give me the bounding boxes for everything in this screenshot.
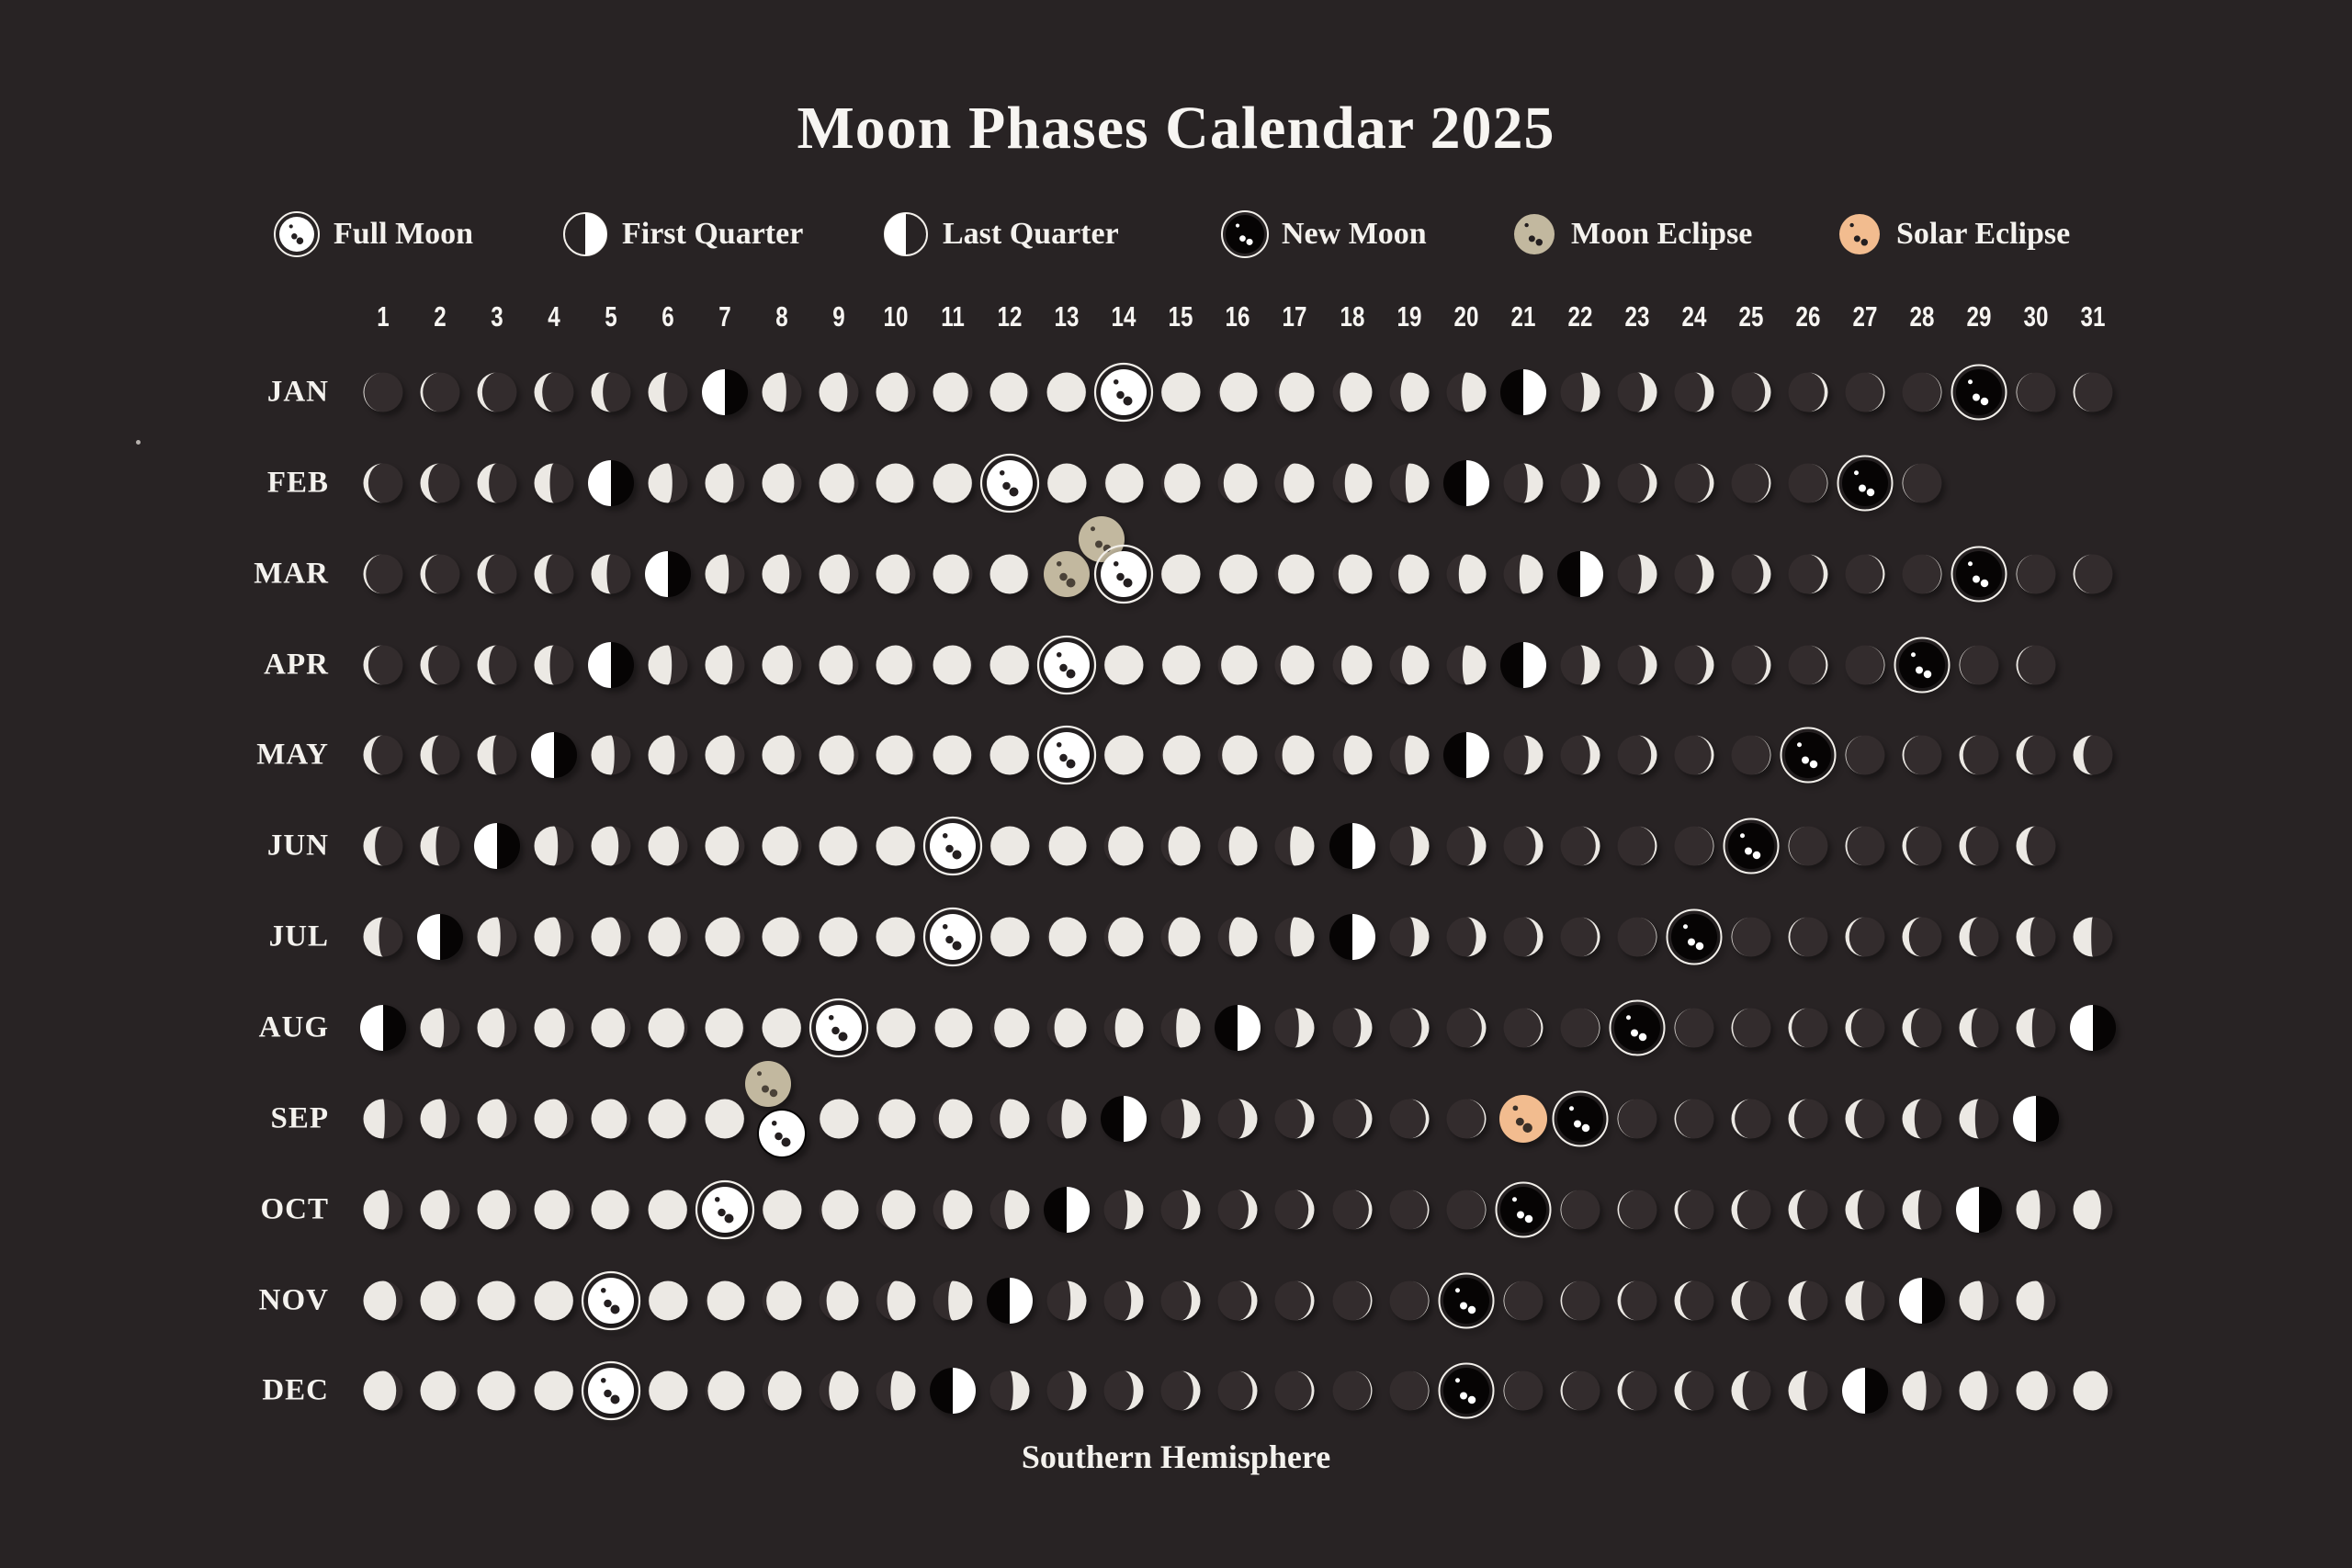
day-number: 13 bbox=[1054, 300, 1080, 333]
legend-label: New Moon bbox=[1282, 217, 1427, 251]
day-number: 10 bbox=[883, 300, 909, 333]
legend-label: First Quarter bbox=[622, 217, 804, 251]
day-number: 29 bbox=[1966, 300, 1992, 333]
day-number: 15 bbox=[1168, 300, 1193, 333]
day-number: 27 bbox=[1852, 300, 1878, 333]
day-number: 4 bbox=[548, 300, 560, 333]
day-number: 25 bbox=[1738, 300, 1764, 333]
day-number: 9 bbox=[832, 300, 845, 333]
legend-label: Moon Eclipse bbox=[1571, 217, 1753, 251]
day-number: 19 bbox=[1396, 300, 1421, 333]
day-number: 26 bbox=[1795, 300, 1821, 333]
day-number: 2 bbox=[434, 300, 447, 333]
day-number: 8 bbox=[775, 300, 788, 333]
moon-eclipse-icon bbox=[1484, 184, 1585, 285]
month-label-nov: NOV bbox=[258, 1283, 329, 1316]
day-number: 17 bbox=[1283, 300, 1307, 333]
month-label-sep: SEP bbox=[270, 1101, 329, 1135]
month-label-oct: OCT bbox=[260, 1192, 329, 1226]
day-number: 20 bbox=[1453, 300, 1479, 333]
day-number: 11 bbox=[941, 300, 966, 333]
day-number: 18 bbox=[1340, 300, 1364, 333]
solar-eclipse-icon bbox=[1809, 184, 1910, 285]
month-label-jun: JUN bbox=[266, 829, 329, 863]
hemisphere-label: Southern Hemisphere bbox=[1021, 1438, 1331, 1475]
month-label-apr: APR bbox=[264, 648, 329, 682]
month-label-feb: FEB bbox=[266, 466, 329, 500]
day-number: 16 bbox=[1225, 300, 1250, 333]
month-label-jul: JUL bbox=[268, 919, 329, 953]
day-number: 24 bbox=[1681, 300, 1707, 333]
day-number: 23 bbox=[1624, 300, 1650, 333]
day-number: 3 bbox=[491, 300, 503, 333]
day-number: 28 bbox=[1909, 300, 1935, 333]
day-number: 31 bbox=[2080, 300, 2106, 333]
day-number: 5 bbox=[605, 300, 617, 333]
legend-label: Full Moon bbox=[334, 217, 474, 251]
day-number: 22 bbox=[1567, 300, 1593, 333]
legend-label: Solar Eclipse bbox=[1896, 217, 2071, 251]
day-number: 14 bbox=[1111, 300, 1136, 333]
day-number: 12 bbox=[997, 300, 1023, 333]
dust-speck bbox=[136, 440, 141, 445]
day-number: 7 bbox=[718, 300, 731, 333]
day-number: 21 bbox=[1510, 300, 1536, 333]
new-moon-icon bbox=[1194, 184, 1295, 285]
month-label-mar: MAR bbox=[254, 557, 329, 591]
moon-dec-31 bbox=[2019, 1317, 2166, 1464]
full-moon-icon bbox=[246, 184, 347, 285]
day-number: 30 bbox=[2023, 300, 2049, 333]
page-title: Moon Phases Calendar 2025 bbox=[797, 95, 1555, 162]
month-label-aug: AUG bbox=[258, 1010, 329, 1044]
month-label-jan: JAN bbox=[266, 375, 329, 409]
month-label-may: MAY bbox=[256, 738, 329, 772]
legend-label: Last Quarter bbox=[943, 217, 1119, 251]
month-label-dec: DEC bbox=[262, 1373, 329, 1407]
first-quarter-icon bbox=[535, 184, 636, 285]
moon-jan-31 bbox=[2019, 319, 2166, 466]
day-number: 1 bbox=[377, 300, 390, 333]
last-quarter-icon bbox=[855, 184, 956, 285]
day-number: 6 bbox=[662, 300, 674, 333]
